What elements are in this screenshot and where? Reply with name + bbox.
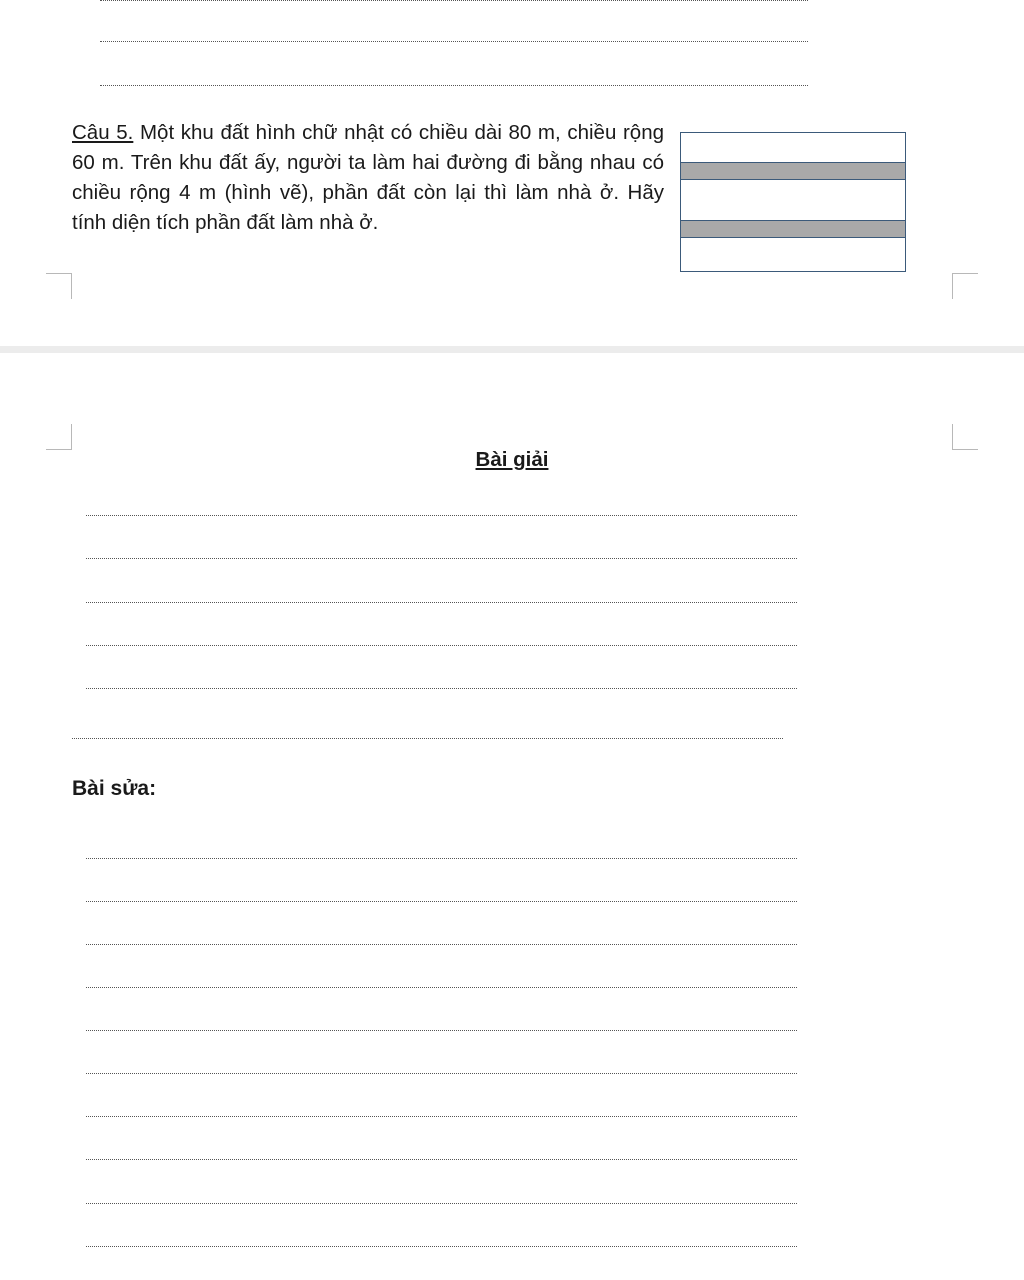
answer-line (86, 1030, 797, 1031)
question-5 (72, 118, 664, 238)
answer-line (86, 987, 797, 988)
road-strip (681, 162, 905, 180)
margin-corner-mark (46, 424, 72, 450)
document-page-top (0, 0, 1024, 346)
answer-line (86, 858, 797, 859)
answer-line (86, 1073, 797, 1074)
answer-line (86, 688, 797, 689)
document-page-bottom (0, 353, 1024, 1280)
answer-line (100, 0, 808, 1)
answer-line (86, 515, 797, 516)
solution-heading-text: Bài giải (475, 448, 549, 471)
correction-heading: Bài sửa: (72, 777, 157, 800)
answer-line (86, 1203, 797, 1204)
answer-line (86, 1246, 797, 1247)
answer-line (86, 645, 797, 646)
page-separator (0, 346, 1024, 353)
answer-line (86, 602, 797, 603)
road-strip (681, 220, 905, 238)
answer-line (72, 738, 783, 739)
answer-line (100, 85, 808, 86)
answer-line (86, 1159, 797, 1160)
answer-line (100, 41, 808, 42)
land-plot-figure (680, 132, 906, 272)
margin-corner-mark (952, 424, 978, 450)
margin-corner-mark (952, 273, 978, 299)
answer-line (86, 1116, 797, 1117)
solution-heading (0, 448, 1024, 472)
answer-line (86, 944, 797, 945)
question-text: Một khu đất hình chữ nhật có chiều dài 80 m, chiều rộng 60 m. Trên khu đất ấy, người ta làm hai đường đi bằng nhau có chiều rộng 4 m (hình vẽ), phần đất còn lại thì làm nhà ở. Hãy tính diện tích phần đất làm nhà ở. (72, 121, 664, 234)
question-label: Câu 5. (72, 121, 134, 144)
answer-line (86, 901, 797, 902)
margin-corner-mark (46, 273, 72, 299)
answer-line (86, 558, 797, 559)
